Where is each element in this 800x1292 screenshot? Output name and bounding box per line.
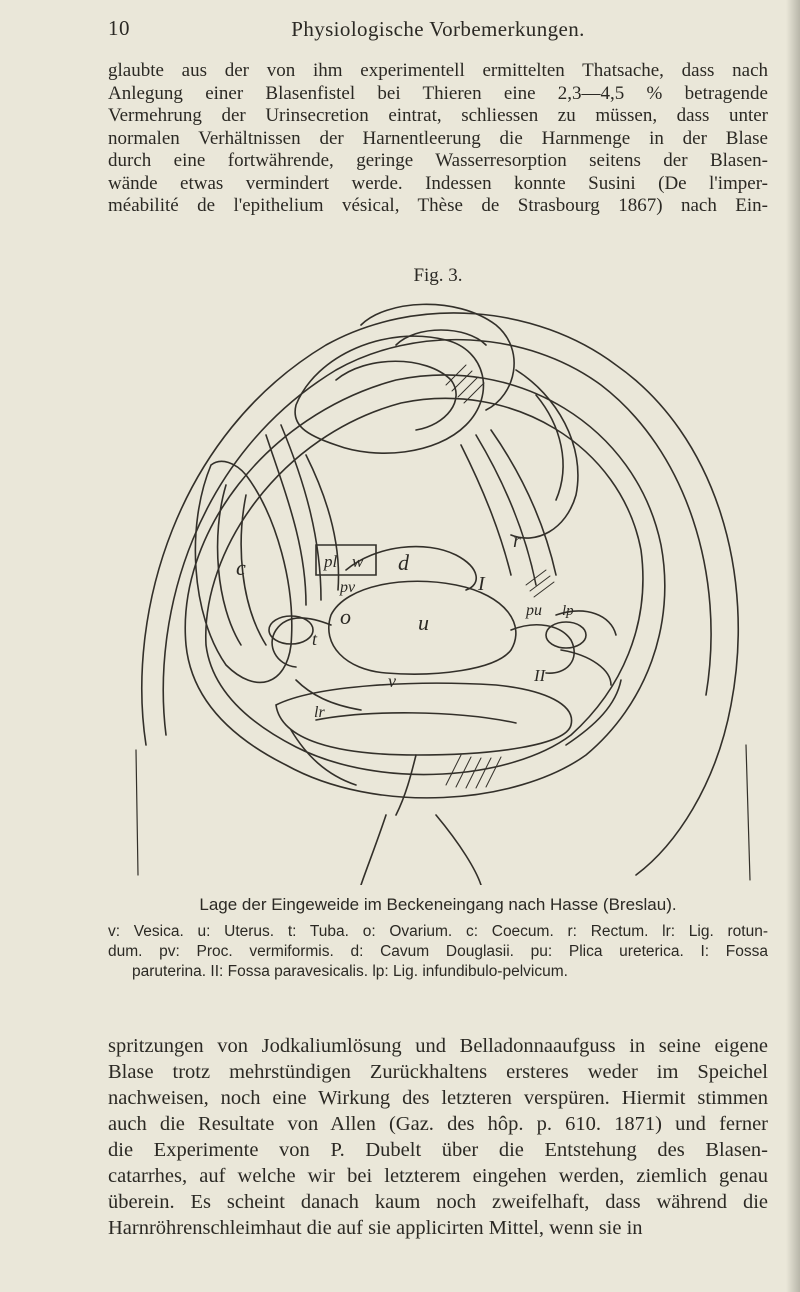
text-line: Anlegung einer Blasenfistel bei Thieren eine 2,3—4,5 % betragende — [108, 82, 768, 104]
page-number: 10 — [108, 16, 130, 40]
legend-line: dum. pv: Proc. vermiformis. d: Cavum Douglasii. pu: Plica ureterica. I: Fossa — [108, 943, 768, 960]
running-head: Physiologische Vorbemerkungen. — [291, 17, 585, 41]
label-o: o — [340, 604, 351, 629]
pelvic-inlet — [185, 375, 665, 798]
label-r: r — [513, 530, 521, 552]
page-header — [108, 16, 768, 44]
label-I: I — [478, 573, 485, 595]
page-edge-shadow — [786, 0, 800, 1292]
intestinal-loop — [295, 336, 483, 453]
text-line: méabilité de l'epithelium vésical, Thèse de Strasbourg 1867) nach Ein- — [108, 195, 768, 216]
figure-legend — [108, 922, 768, 982]
anatomical-illustration — [116, 285, 756, 885]
text-line: normalen Verhältnissen der Harnentleerung die Harnmenge in der Blase — [108, 127, 768, 149]
text-line: durch eine fortwährende, geringe Wasserresorption seitens der Blasen- — [108, 150, 768, 171]
label-pu: pu — [526, 602, 542, 619]
label-c: c — [236, 555, 246, 580]
label-w: w — [352, 552, 364, 571]
text-line: Harnröhrenschleimhaut die auf sie applicirten Mittel, wenn sie in — [108, 1217, 643, 1239]
text-line: überein. Es scheint danach kaum noch zweifelhaft, dass während die — [108, 1191, 768, 1213]
label-t: t — [312, 629, 318, 649]
paragraph-bottom — [108, 1033, 768, 1241]
text-line: Blase trotz mehrstündigen Zurückhaltens ersteres weder im Speichel — [108, 1061, 768, 1083]
label-d: d — [398, 550, 409, 575]
text-line: wände etwas vermindert werde. Indessen konnte Susini (De l'imper- — [108, 172, 768, 194]
label-v: v — [388, 671, 396, 691]
text-line: die Experimente von P. Dubelt über die Entstehung des Blasen- — [108, 1139, 768, 1161]
text-line: glaubte aus der von ihm experimentell ermittelten Thatsache, dass nach — [108, 60, 768, 81]
text-line: Vermehrung der Urinsecretion eintrat, schliessen zu müssen, dass unter — [108, 105, 768, 126]
legend-line: v: Vesica. u: Uterus. t: Tuba. o: Ovarium. c: Coecum. r: Rectum. lr: Lig. rotun- — [108, 923, 768, 940]
figure-caption-title: Lage der Eingeweide im Beckeneingang nach Hasse (Breslau). — [199, 895, 677, 914]
paragraph-top — [108, 60, 768, 218]
text-line: auch die Resultate von Allen (Gaz. des hôp. p. 610. 1871) und ferner — [108, 1113, 768, 1135]
label-lr: lr — [314, 704, 325, 721]
label-pv: pv — [340, 579, 356, 596]
pelvic-outline — [142, 313, 738, 875]
ligament-line — [361, 815, 386, 885]
label-u: u — [418, 610, 429, 635]
legend-line: paruterina. II: Fossa paravesicalis. lp: Lig. infundibulo-pelvicum. — [132, 963, 568, 980]
label-lp: lp — [562, 603, 574, 619]
label-pl: pl — [324, 552, 338, 571]
label-II: II — [534, 666, 546, 685]
text-line: nachweisen, noch eine Wirkung des letzteren verspüren. Hiermit stimmen — [108, 1087, 768, 1109]
figure-label: Fig. 3. — [413, 265, 463, 286]
text-line: catarrhes, auf welche wir bei letzterem eingehen werden, ziemlich genau — [108, 1165, 768, 1187]
text-line: spritzungen von Jodkaliumlösung und Belladonnaaufguss in seine eigene — [108, 1035, 768, 1057]
